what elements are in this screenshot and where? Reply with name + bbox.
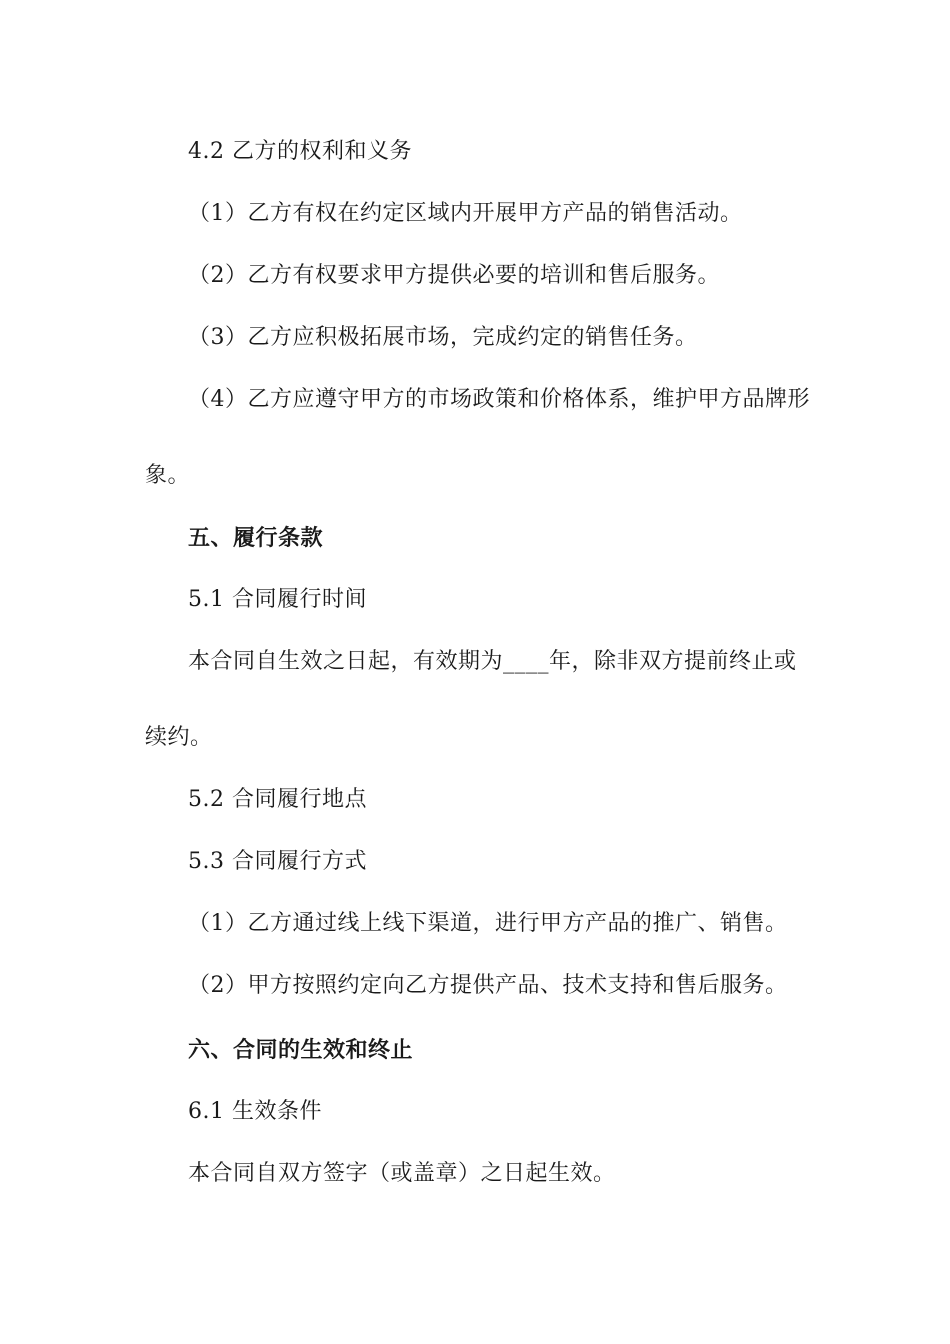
subsection-heading-5-3: 5.3 合同履行方式 [188, 849, 367, 874]
clause-item: （1）乙方通过线上线下渠道，进行甲方产品的推广、销售。 [188, 911, 788, 936]
clause-item-continuation: 象。 [145, 463, 191, 488]
subsection-heading-5-1: 5.1 合同履行时间 [188, 587, 367, 612]
section-heading-6: 六、合同的生效和终止 [188, 1037, 414, 1063]
clause-item: （3）乙方应积极拓展市场，完成约定的销售任务。 [188, 325, 698, 350]
clause-item: （4）乙方应遵守甲方的市场政策和价格体系，维护甲方品牌形 [188, 387, 810, 412]
subsection-heading-4-2: 4.2 乙方的权利和义务 [188, 139, 412, 164]
clause-item: （2）乙方有权要求甲方提供必要的培训和售后服务。 [188, 263, 720, 288]
subsection-heading-5-2: 5.2 合同履行地点 [188, 787, 367, 812]
clause-item: （1）乙方有权在约定区域内开展甲方产品的销售活动。 [188, 201, 743, 226]
paragraph-text: 本合同自生效之日起，有效期为____年，除非双方提前终止或 [188, 649, 797, 674]
subsection-heading-6-1: 6.1 生效条件 [188, 1099, 322, 1124]
clause-item: （2）甲方按照约定向乙方提供产品、技术支持和售后服务。 [188, 973, 788, 998]
paragraph-text: 本合同自双方签字（或盖章）之日起生效。 [188, 1161, 616, 1186]
paragraph-continuation: 续约。 [145, 725, 213, 750]
section-heading-5: 五、履行条款 [188, 525, 324, 551]
